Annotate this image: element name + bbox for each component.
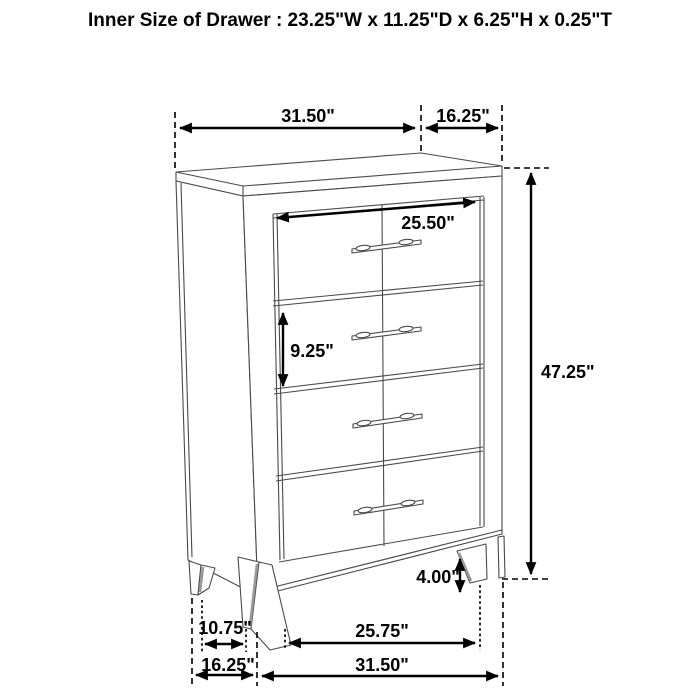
overall-height-label: 47.25" — [541, 362, 595, 382]
leg-height-label: 4.00" — [416, 567, 460, 587]
base-width-label: 31.50" — [355, 655, 409, 675]
front-leg-spacing-label: 25.75" — [355, 621, 409, 641]
drawer-width-label: 25.50" — [401, 213, 455, 233]
back-right-leg — [498, 536, 505, 578]
drawer-height-label: 9.25" — [290, 341, 334, 361]
back-leg-spacing-label: 10.75" — [198, 618, 252, 638]
front-right-leg — [457, 544, 487, 583]
top-width-label: 31.50" — [281, 106, 335, 126]
base-depth-label: 16.25" — [201, 655, 255, 675]
diagram-title: Inner Size of Drawer : 23.25"W x 11.25"D x 6.25"H x 0.25"T — [88, 10, 612, 31]
top-depth-label: 16.25" — [436, 106, 490, 126]
